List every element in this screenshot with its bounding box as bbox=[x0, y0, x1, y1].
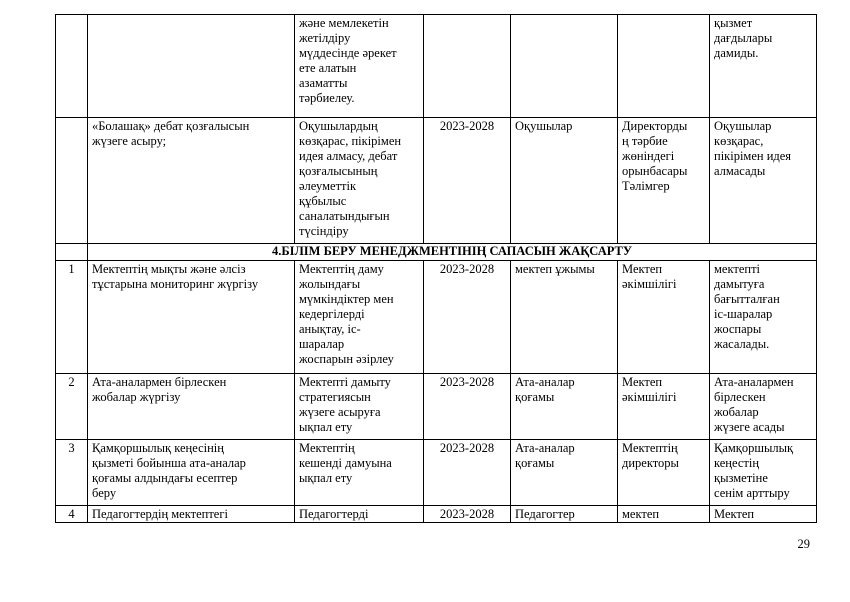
row-number-cell: 3 bbox=[56, 440, 88, 506]
participants-cell bbox=[511, 15, 618, 118]
participants-cell: мектеп ұжымы bbox=[511, 261, 618, 374]
table-row bbox=[56, 374, 817, 440]
period-cell: 2023-2028 bbox=[424, 374, 511, 440]
result-cell: Мектеп bbox=[710, 506, 817, 523]
responsible-cell: Мектеп әкімшілігі bbox=[618, 374, 710, 440]
result-cell: Қамқоршылық кеңестің қызметіне сенім арттыру bbox=[710, 440, 817, 506]
goal-cell: Мектептің кешенді дамуына ықпал ету bbox=[295, 440, 424, 506]
goal-cell: және мемлекетін жетілдіру мүддесінде әрекет ете алатын азаматты тәрбиелеу. bbox=[295, 15, 424, 118]
responsible-cell: Директорды ң тәрбие жөніндегі орынбасары Тәлімгер bbox=[618, 118, 710, 244]
responsible-cell bbox=[618, 15, 710, 118]
responsible-cell: Мектеп әкімшілігі bbox=[618, 261, 710, 374]
event-cell: Қамқоршылық кеңесінің қызметі бойынша ата-аналар қоғамы алдындағы есептер беру bbox=[88, 440, 295, 506]
table-row bbox=[56, 15, 817, 118]
responsible-cell: Мектептің директоры bbox=[618, 440, 710, 506]
plan-table bbox=[55, 14, 817, 523]
table-row bbox=[56, 261, 817, 374]
result-cell: мектепті дамытуға бағытталған іс-шаралар жоспары жасалады. bbox=[710, 261, 817, 374]
participants-cell: Ата-аналар қоғамы bbox=[511, 440, 618, 506]
period-cell bbox=[424, 15, 511, 118]
section-number-cell bbox=[56, 244, 88, 261]
event-cell bbox=[88, 15, 295, 118]
row-number-cell bbox=[56, 118, 88, 244]
section-title: 4.БІЛІМ БЕРУ МЕНЕДЖМЕНТІНІҢ САПАСЫН ЖАҚСАРТУ bbox=[88, 244, 817, 261]
period-cell: 2023-2028 bbox=[424, 261, 511, 374]
table-row bbox=[56, 440, 817, 506]
result-cell: қызмет дағдылары дамиды. bbox=[710, 15, 817, 118]
row-number-cell: 4 bbox=[56, 506, 88, 523]
row-number-cell bbox=[56, 15, 88, 118]
event-cell: Педагогтердің мектептегі bbox=[88, 506, 295, 523]
row-number-cell: 2 bbox=[56, 374, 88, 440]
participants-cell: Педагогтер bbox=[511, 506, 618, 523]
responsible-cell: мектеп bbox=[618, 506, 710, 523]
goal-cell: Мектептің даму жолындағы мүмкіндіктер мен кедергілерді анықтау, іс- шаралар жоспарын әзірлеу bbox=[295, 261, 424, 374]
period-cell: 2023-2028 bbox=[424, 506, 511, 523]
section-row bbox=[56, 244, 817, 261]
participants-cell: Оқушылар bbox=[511, 118, 618, 244]
result-cell: Оқушылар көзқарас, пікірімен идея алмасады bbox=[710, 118, 817, 244]
event-cell: Мектептің мықты және әлсіз тұстарына мониторинг жүргізу bbox=[88, 261, 295, 374]
row-number-cell: 1 bbox=[56, 261, 88, 374]
period-cell: 2023-2028 bbox=[424, 440, 511, 506]
event-cell: «Болашақ» дебат қозғалысын жүзеге асыру; bbox=[88, 118, 295, 244]
goal-cell: Педагогтерді bbox=[295, 506, 424, 523]
participants-cell: Ата-аналар қоғамы bbox=[511, 374, 618, 440]
result-cell: Ата-аналармен бірлескен жобалар жүзеге асады bbox=[710, 374, 817, 440]
table-row bbox=[56, 506, 817, 523]
goal-cell: Оқушылардың көзқарас, пікірімен идея алмасу, дебат қозғалысының әлеуметтік құбылыс саналатындығын түсіндіру bbox=[295, 118, 424, 244]
goal-cell: Мектепті дамыту стратегиясын жүзеге асыруға ықпал ету bbox=[295, 374, 424, 440]
page-number: 29 bbox=[797, 537, 810, 551]
period-cell: 2023-2028 bbox=[424, 118, 511, 244]
event-cell: Ата-аналармен бірлескен жобалар жүргізу bbox=[88, 374, 295, 440]
table-row bbox=[56, 118, 817, 244]
